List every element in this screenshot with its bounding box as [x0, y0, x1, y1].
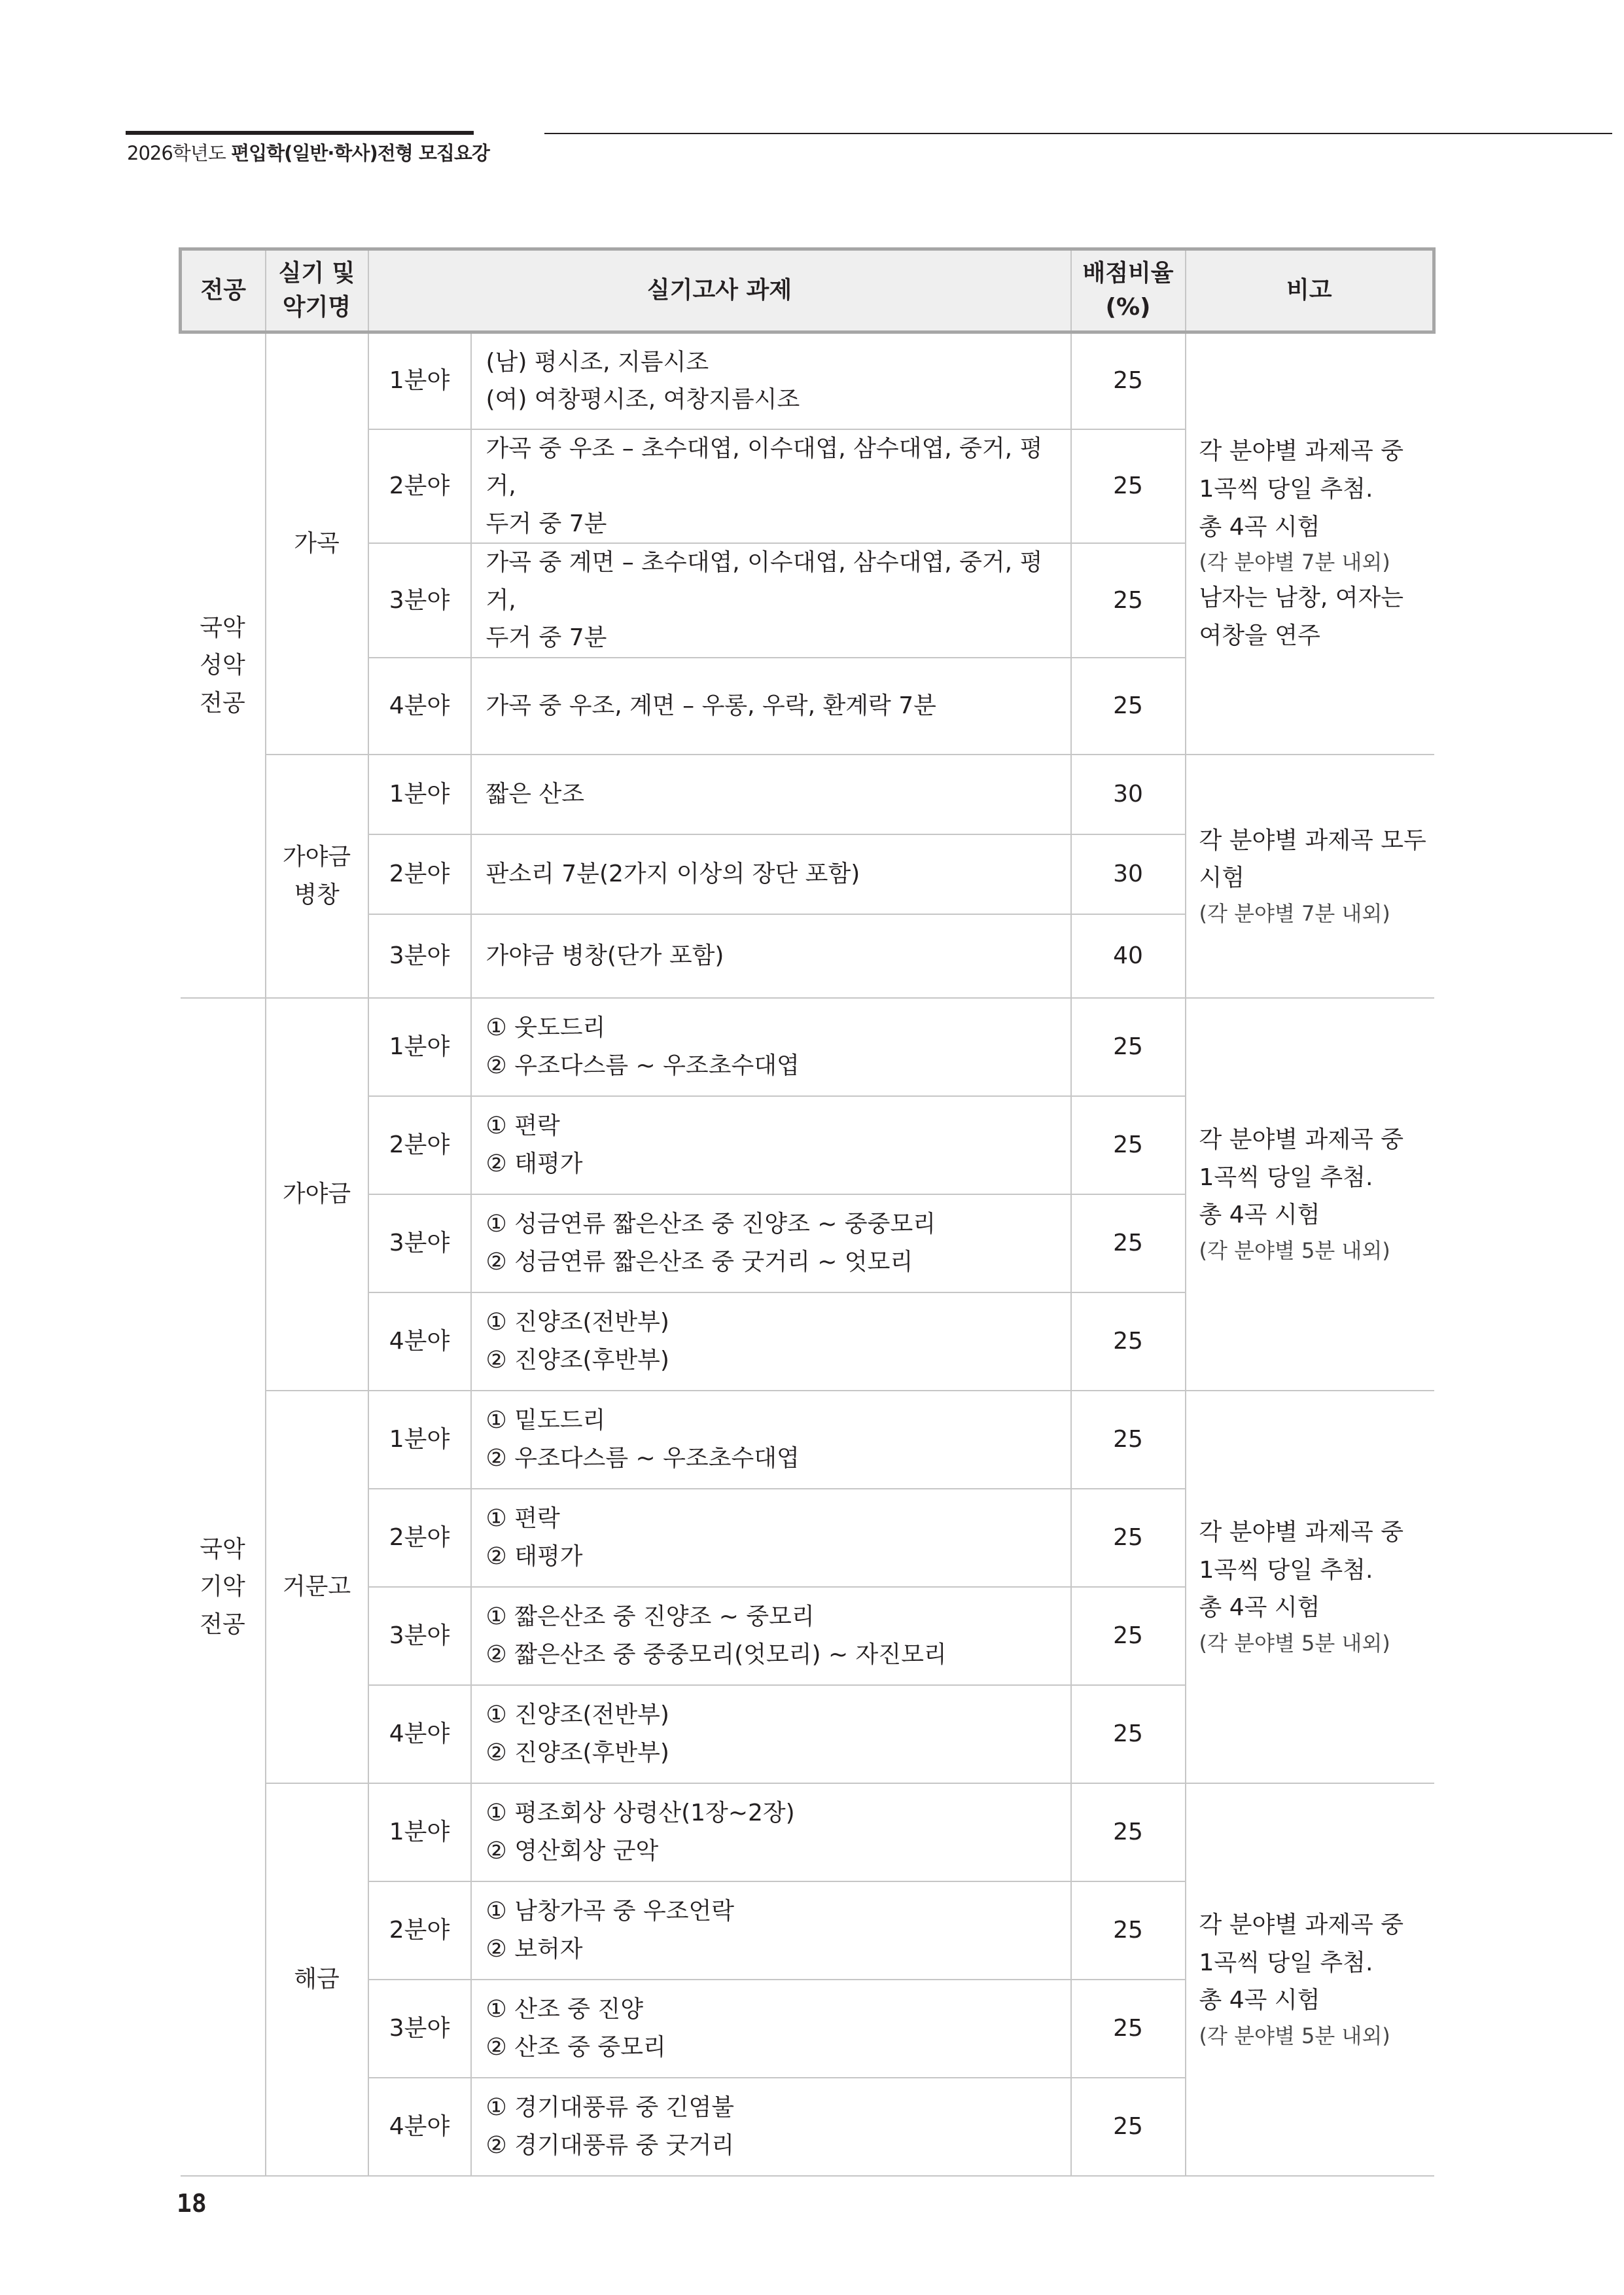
score-cell: 25 — [1071, 1489, 1186, 1587]
field-cell: 4분야 — [368, 2078, 471, 2176]
field-cell: 1분야 — [368, 1783, 471, 1881]
score-cell: 25 — [1071, 543, 1186, 658]
field-cell: 3분야 — [368, 543, 471, 658]
table-row — [181, 332, 1434, 429]
table-header-row — [181, 249, 1434, 332]
major-cell: 국악 기악 전공 — [181, 998, 266, 2176]
score-cell: 25 — [1071, 1292, 1186, 1391]
score-cell: 25 — [1071, 658, 1186, 755]
field-cell: 2분야 — [368, 834, 471, 914]
note-cell: 각 분야별 과제곡 중 1곡씩 당일 추첨. 총 4곡 시험 (각 분야별 7분 내외) 남자는 남창, 여자는 여창을 연주 — [1186, 332, 1434, 755]
field-cell: 3분야 — [368, 914, 471, 998]
document-header — [127, 139, 489, 166]
field-cell: 3분야 — [368, 1980, 471, 2078]
task-cell: ① 편락 ② 태평가 — [471, 1096, 1071, 1194]
score-cell: 25 — [1071, 1587, 1186, 1685]
instrument-cell: 가야금 — [266, 998, 368, 1391]
note-cell: 각 분야별 과제곡 중 1곡씩 당일 추첨. 총 4곡 시험 (각 분야별 5분 내외) — [1186, 998, 1434, 1391]
practical-exam-table — [179, 247, 1436, 2177]
instrument-cell: 해금 — [266, 1783, 368, 2176]
major-cell: 국악 성악 전공 — [181, 332, 266, 999]
score-cell: 25 — [1071, 1881, 1186, 1980]
field-cell: 1분야 — [368, 755, 471, 834]
note-duration: (각 분야별 5분 내외) — [1199, 2023, 1390, 2048]
field-cell: 3분야 — [368, 1194, 471, 1292]
note-cell: 각 분야별 과제곡 중 1곡씩 당일 추첨. 총 4곡 시험 (각 분야별 5분 내외) — [1186, 1391, 1434, 1783]
task-cell: 짧은 산조 — [471, 755, 1071, 834]
instrument-cell: 거문고 — [266, 1391, 368, 1783]
field-cell: 2분야 — [368, 1096, 471, 1194]
task-cell: (남) 평시조, 지름시조 (여) 여창평시조, 여창지름시조 — [471, 332, 1071, 429]
col-header-note: 비고 — [1186, 249, 1434, 332]
note-duration: (각 분야별 5분 내외) — [1199, 1237, 1390, 1263]
page-number: 18 — [177, 2189, 207, 2218]
field-cell: 1분야 — [368, 332, 471, 429]
score-cell: 25 — [1071, 429, 1186, 544]
note-duration: (각 분야별 5분 내외) — [1199, 1630, 1390, 1656]
task-cell: 가야금 병창(단가 포함) — [471, 914, 1071, 998]
task-cell: ① 경기대풍류 중 긴염불 ② 경기대풍류 중 굿거리 — [471, 2078, 1071, 2176]
field-cell: 1분야 — [368, 998, 471, 1096]
table-row — [181, 998, 1434, 1096]
note-cell: 각 분야별 과제곡 중 1곡씩 당일 추첨. 총 4곡 시험 (각 분야별 5분 내외) — [1186, 1783, 1434, 2176]
table-row — [181, 1391, 1434, 1489]
score-cell: 25 — [1071, 1391, 1186, 1489]
task-cell: 가곡 중 우조 – 초수대엽, 이수대엽, 삼수대엽, 중거, 평거, 두거 중 7분 — [471, 429, 1071, 544]
col-header-task: 실기고사 과제 — [368, 249, 1071, 332]
task-cell: ① 성금연류 짧은산조 중 진양조 ~ 중중모리 ② 성금연류 짧은산조 중 굿거리 ~ 엇모리 — [471, 1194, 1071, 1292]
col-header-instrument: 실기 및 악기명 — [266, 249, 368, 332]
field-cell: 4분야 — [368, 1685, 471, 1783]
score-cell: 25 — [1071, 1194, 1186, 1292]
field-cell: 2분야 — [368, 429, 471, 544]
table-row — [181, 1783, 1434, 1881]
task-cell: 가곡 중 우조, 계면 – 우롱, 우락, 환계락 7분 — [471, 658, 1071, 755]
field-cell: 4분야 — [368, 1292, 471, 1391]
task-cell: 판소리 7분(2가지 이상의 장단 포함) — [471, 834, 1071, 914]
score-cell: 25 — [1071, 332, 1186, 429]
col-header-major: 전공 — [181, 249, 266, 332]
col-header-ratio: 배점비율 (%) — [1071, 249, 1186, 332]
score-cell: 25 — [1071, 1685, 1186, 1783]
header-rule-thin — [544, 133, 1612, 134]
instrument-cell: 가곡 — [266, 332, 368, 755]
header-title: 편입학(일반·학사)전형 모집요강 — [231, 142, 489, 164]
score-cell: 30 — [1071, 834, 1186, 914]
note-duration: (각 분야별 7분 내외) — [1199, 901, 1390, 927]
task-cell: ① 짧은산조 중 진양조 ~ 중모리 ② 짧은산조 중 중중모리(엇모리) ~ 자진모리 — [471, 1587, 1071, 1685]
task-cell: ① 웃도드리 ② 우조다스름 ~ 우조초수대엽 — [471, 998, 1071, 1096]
table-row — [181, 755, 1434, 834]
task-cell: ① 진양조(전반부) ② 진양조(후반부) — [471, 1292, 1071, 1391]
field-cell: 1분야 — [368, 1391, 471, 1489]
field-cell: 3분야 — [368, 1587, 471, 1685]
score-cell: 25 — [1071, 998, 1186, 1096]
task-cell: ① 남창가곡 중 우조언락 ② 보허자 — [471, 1881, 1071, 1980]
task-cell: 가곡 중 계면 – 초수대엽, 이수대엽, 삼수대엽, 중거, 평거, 두거 중 7분 — [471, 543, 1071, 658]
task-cell: ① 평조회상 상령산(1장~2장) ② 영산회상 군악 — [471, 1783, 1071, 1881]
header-rule-thick — [126, 131, 474, 135]
score-cell: 25 — [1071, 2078, 1186, 2176]
field-cell: 2분야 — [368, 1489, 471, 1587]
note-duration: (각 분야별 7분 내외) — [1199, 550, 1390, 575]
field-cell: 4분야 — [368, 658, 471, 755]
instrument-cell: 가야금 병창 — [266, 755, 368, 998]
score-cell: 40 — [1071, 914, 1186, 998]
task-cell: ① 편락 ② 태평가 — [471, 1489, 1071, 1587]
field-cell: 2분야 — [368, 1881, 471, 1980]
score-cell: 25 — [1071, 1980, 1186, 2078]
note-cell: 각 분야별 과제곡 모두 시험 (각 분야별 7분 내외) — [1186, 755, 1434, 998]
score-cell: 25 — [1071, 1783, 1186, 1881]
task-cell: ① 산조 중 진양 ② 산조 중 중모리 — [471, 1980, 1071, 2078]
score-cell: 25 — [1071, 1096, 1186, 1194]
task-cell: ① 밑도드리 ② 우조다스름 ~ 우조초수대엽 — [471, 1391, 1071, 1489]
task-cell: ① 진양조(전반부) ② 진양조(후반부) — [471, 1685, 1071, 1783]
score-cell: 30 — [1071, 755, 1186, 834]
header-year: 2026학년도 — [127, 142, 232, 164]
